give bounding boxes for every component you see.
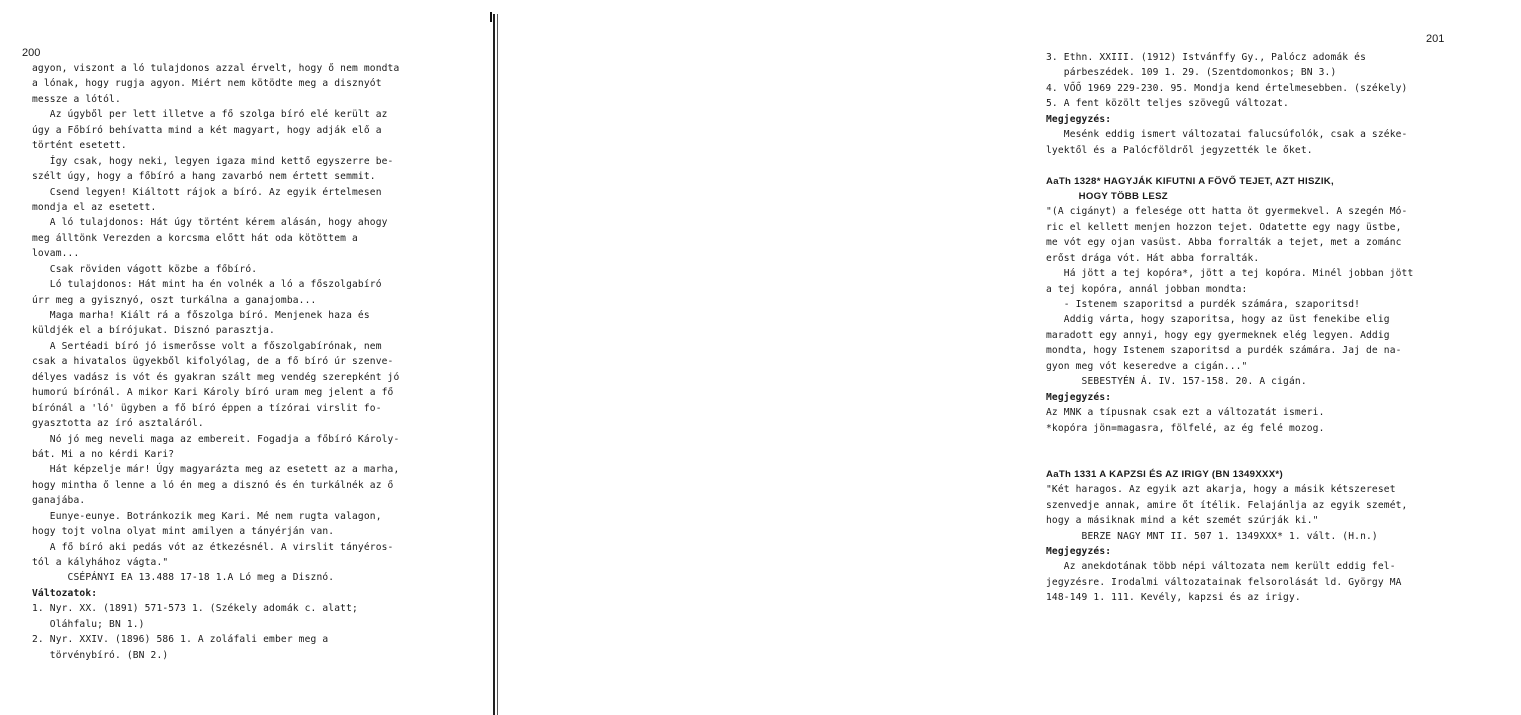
- right-text-line: a tej kopóra, annál jobban mondta:: [1046, 283, 1248, 295]
- right-text-column: [1046, 50, 1521, 606]
- right-text-line: AaTh 1331 A KAPZSI ÉS AZ IRIGY (BN 1349XXX*): [1046, 468, 1283, 480]
- left-text-line: hogy mintha ő lenne a ló én meg a disznó és én turkálnék az ő: [32, 479, 394, 491]
- left-text-line: történt esetett.: [32, 140, 127, 152]
- left-text-line: 1. Nyr. XX. (1891) 571-573 1. (Székely adomák c. alatt;: [32, 603, 358, 615]
- left-text-column: [32, 61, 487, 663]
- right-text-line: lyektől és a Palócföldről jegyzették le őket.: [1046, 144, 1313, 156]
- left-text-line: 2. Nyr. XXIV. (1896) 586 1. A zoláfali ember meg a: [32, 634, 329, 646]
- right-text-line: Há jött a tej kopóra*, jött a tej kopóra. Minél jobban jött: [1046, 268, 1414, 280]
- right-text-line: 5. A fent közölt teljes szövegű változat.: [1046, 98, 1289, 110]
- right-text-line: gyon meg vót keseredve a cigán...": [1046, 360, 1248, 372]
- left-text-line: hogy tojt volna olyat mint amilyen a tányérján van.: [32, 526, 335, 538]
- right-text-line: jegyzésre. Irodalmi változatainak felsorolását ld. György MA: [1046, 576, 1402, 588]
- left-text-line: Eunye-eunye. Botránkozik meg Kari. Mé nem rugta valagon,: [32, 510, 382, 522]
- right-text-line: BERZE NAGY MNT II. 507 1. 1349XXX* 1. vált. (H.n.): [1046, 530, 1378, 542]
- right-text-line: Mesénk eddig ismert változatai falucsúfolók, csak a széke-: [1046, 129, 1408, 141]
- left-text-line: Csend legyen! Kiáltott rájok a bíró. Az egyik értelmesen: [32, 186, 382, 198]
- left-text-line: Hát képzelje már! Úgy magyarázta meg az esetett az a marha,: [32, 464, 400, 476]
- left-text-line: bát. Mi a no kérdi Kari?: [32, 448, 175, 460]
- right-text-line: [1046, 158, 1521, 173]
- left-text-line: lovam...: [32, 248, 80, 260]
- page-number-left: 200: [22, 47, 41, 59]
- left-text-line: bírónál a 'ló' ügyben a fő bíró éppen a tízórai virslit fo-: [32, 402, 382, 414]
- left-text-line: délyes vadász is vót és gyakran szált meg vendég szerepként jó: [32, 371, 400, 383]
- right-text-line: *kopóra jön=magasra, fölfelé, az ég felé mozog.: [1046, 422, 1325, 434]
- left-text-line: úrr meg a gyisznyó, oszt turkálna a ganajomba...: [32, 294, 317, 306]
- right-text-line: - Istenem szaporitsd a purdék számára, szaporitsd!: [1046, 299, 1361, 310]
- right-text-line: SEBESTYÉN Á. IV. 157-158. 20. A cigán.: [1046, 376, 1307, 388]
- left-page: [0, 0, 495, 715]
- right-text-line: Addig várta, hogy szaporitsa, hogy az üst fenekibe elig: [1046, 314, 1390, 326]
- left-text-line: gyasztotta az író asztaláról.: [32, 418, 204, 430]
- left-text-line: tól a kályhához vágta.": [32, 557, 169, 568]
- left-text-line: Maga marha! Kiált rá a főszolga bíró. Menjenek haza és: [32, 310, 370, 321]
- right-text-line: [1046, 451, 1521, 466]
- right-text-line: 148-149 1. 111. Kevély, kapzsi és az irigy.: [1046, 592, 1301, 604]
- right-text-line: mondta, hogy Istenem szaporitsd a purdék számára. Jaj de na-: [1046, 345, 1402, 357]
- left-text-line: ganajába.: [32, 495, 86, 507]
- left-text-line: A ló tulajdonos: Hát úgy történt kérem alásán, hogy ahogy: [32, 217, 388, 229]
- right-text-line: AaTh 1328* HAGYJÁK KIFUTNI A FÖVŐ TEJET, AZT HISZIK,: [1046, 175, 1334, 187]
- right-text-line: Az anekdotának több népi változata nem került eddig fel-: [1046, 561, 1396, 573]
- right-page: [506, 0, 1445, 715]
- left-text-line: Csak röviden vágott közbe a főbíró.: [32, 263, 258, 275]
- right-text-line: hogy a másiknak mind a két szemét szúrják ki.": [1046, 515, 1319, 527]
- right-text-line: HOGY TÖBB LESZ: [1046, 190, 1168, 202]
- right-text-line: Megjegyzés:: [1046, 546, 1112, 557]
- left-text-line: Oláhfalu; BN 1.): [32, 618, 145, 630]
- left-text-line: Nó jó meg neveli maga az embereit. Fogadja a főbíró Károly-: [32, 433, 400, 445]
- right-text-line: 3. Ethn. XXIII. (1912) Istvánffy Gy., Palócz adomák és: [1046, 52, 1366, 63]
- right-text-line: Megjegyzés:: [1046, 391, 1112, 403]
- right-text-line: ric el kellett menjen hozzon tejet. Odatette egy nagy üstbe,: [1046, 221, 1402, 233]
- right-text-line: 4. VŐŐ 1969 229-230. 95. Mondja kend értelmesebben. (székely): [1046, 82, 1408, 94]
- right-text-line: [1046, 436, 1521, 451]
- left-text-line: mondja el az esetett.: [32, 201, 157, 213]
- left-text-line: törvénybíró. (BN 2.): [32, 649, 169, 661]
- left-text-line: CSÉPÁNYI EA 13.488 17-18 1.A Ló meg a Disznó.: [32, 572, 335, 584]
- left-text-line: Így csak, hogy neki, legyen igaza mind kettő egyszerre be-: [32, 155, 394, 167]
- left-text-line: Változatok:: [32, 587, 98, 599]
- left-text-line: küldjék el a bírójukat. Disznó parasztja.: [32, 325, 275, 337]
- right-text-line: "(A cigányt) a felesége ott hatta öt gyermekvel. A szegén Mó-: [1046, 206, 1408, 218]
- page-gutter-edge: [497, 14, 498, 715]
- left-text-line: a lónak, hogy rugja agyon. Miért nem kötödte meg a disznyót: [32, 78, 382, 90]
- right-text-line: Az MNK a típusnak csak ezt a változatát ismeri.: [1046, 407, 1325, 419]
- right-text-line: maradott egy annyi, hogy egy gyermeknek elég legyen. Addig: [1046, 329, 1390, 341]
- left-text-line: humorú bírónál. A mikor Kari Károly bíró uram meg jelent a fő: [32, 387, 394, 399]
- left-text-line: Az úgyből per lett illetve a fő szolga bíró elé került az: [32, 109, 388, 121]
- left-text-line: Ló tulajdonos: Hát mint ha én volnék a ló a főszolgabíró: [32, 279, 382, 291]
- left-text-line: agyon, viszont a ló tulajdonos azzal érvelt, hogy ő nem mondta: [32, 63, 400, 74]
- left-text-line: A fő bíró aki pedás vót az étkezésnél. A virslit tányéros-: [32, 541, 394, 553]
- left-text-line: A Sertéadi bíró jó ismerősse volt a főszolgabírónak, nem: [32, 340, 382, 352]
- right-text-line: párbeszédek. 109 1. 29. (Szentdomonkos; BN 3.): [1046, 67, 1337, 79]
- left-text-line: úgy a Főbíró behívatta mind a két magyart, hogy adják elő a: [32, 124, 382, 136]
- page-number-right: 201: [1426, 33, 1445, 45]
- right-text-line: me vót egy ojan vasüst. Abba forralták a tejet, met a zománc: [1046, 237, 1402, 249]
- right-text-line: szenvedje annak, amire őt ítélik. Felajánlja az egyik szemét,: [1046, 499, 1408, 511]
- right-text-line: erőst drága vót. Hát abba forralták.: [1046, 252, 1260, 264]
- right-text-line: "Két haragos. Az egyik azt akarja, hogy a másik kétszereset: [1046, 484, 1396, 496]
- left-text-line: meg álltönk Verezden a korcsma előtt hát oda kötöttem a: [32, 232, 358, 244]
- right-text-line: Megjegyzés:: [1046, 113, 1112, 125]
- left-text-line: messze a lótól.: [32, 93, 121, 105]
- left-text-line: csak a hivatalos ügyekből kifolyólag, de a fő bíró úr szenve-: [32, 356, 394, 368]
- left-text-line: szélt úgy, hogy a főbíró a hang zavarbó nem értett semmit.: [32, 171, 376, 183]
